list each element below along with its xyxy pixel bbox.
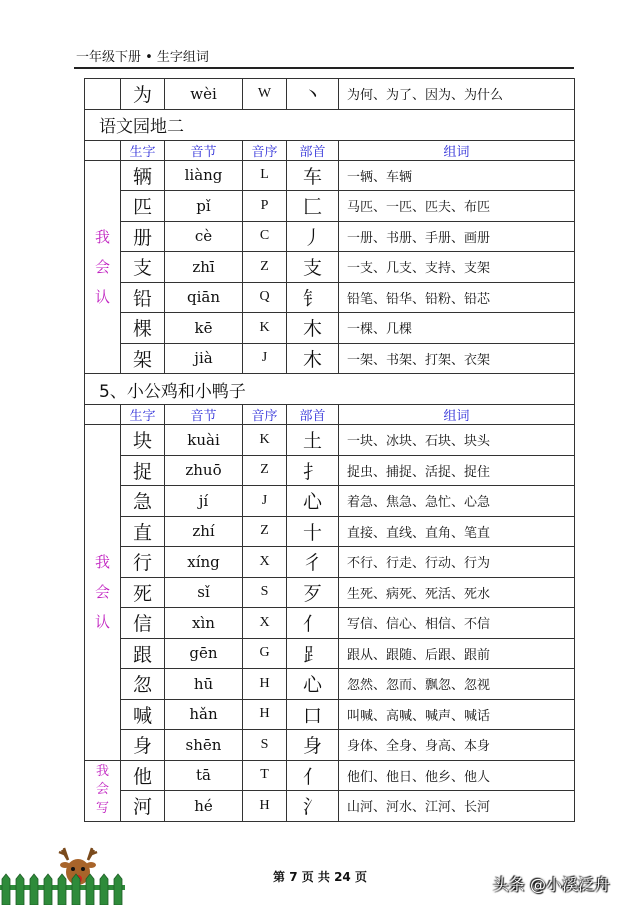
words-cell: 一块、冰块、石块、块头 [339,425,575,456]
empty-cell [85,79,121,110]
order-cell: S [243,730,287,761]
pinyin-cell: tā [165,760,243,791]
words-cell: 一棵、几棵 [339,313,575,344]
character-cell: 辆 [121,160,165,191]
order-cell: S [243,577,287,608]
words-cell: 生死、病死、死活、死水 [339,577,575,608]
character-cell: 河 [121,791,165,822]
radical-cell: 歹 [287,577,339,608]
column-header-pinyin: 音节 [165,405,243,425]
order-cell: G [243,638,287,669]
order-cell: P [243,191,287,222]
words-cell: 跟从、跟随、后跟、跟前 [339,638,575,669]
character-cell: 死 [121,577,165,608]
table-row [85,791,575,822]
column-header-row [85,140,575,160]
table-row [85,191,575,222]
pinyin-cell: jià [165,343,243,374]
pinyin-cell: sǐ [165,577,243,608]
order-cell: K [243,313,287,344]
character-cell: 棵 [121,313,165,344]
row-group-label [85,425,121,761]
empty-cell [85,405,121,425]
words-cell: 一架、书架、打架、衣架 [339,343,575,374]
radical-cell: 心 [287,669,339,700]
section-title: 5、小公鸡和小鸭子 [85,374,575,405]
table-row [85,516,575,547]
table-row [85,669,575,700]
character-cell: 跟 [121,638,165,669]
order-cell: X [243,608,287,639]
pinyin-cell: zhí [165,516,243,547]
pinyin-cell: hǎn [165,699,243,730]
section-title-row [85,109,575,140]
pinyin-cell: wèi [165,79,243,110]
character-cell: 铅 [121,282,165,313]
table-row [85,313,575,344]
table-row [85,486,575,517]
section-title-row [85,374,575,405]
column-header-char: 生字 [121,140,165,160]
row-group-label-char: 认 [94,613,110,632]
character-cell: 身 [121,730,165,761]
row-group-label [85,760,121,821]
watermark: 头条 @小溪泛舟 [492,875,610,894]
words-cell: 马匹、一匹、匹夫、布匹 [339,191,575,222]
table-row [85,638,575,669]
radical-cell: 土 [287,425,339,456]
order-cell: C [243,221,287,252]
radical-cell: 钅 [287,282,339,313]
page-number: 第 7 页 共 24 页 [273,870,367,884]
radical-cell: 扌 [287,455,339,486]
words-cell: 一辆、车辆 [339,160,575,191]
character-cell: 信 [121,608,165,639]
order-cell: H [243,791,287,822]
character-cell: 喊 [121,699,165,730]
words-cell: 捉虫、捕捉、活捉、捉住 [339,455,575,486]
character-cell: 行 [121,547,165,578]
table-row [85,760,575,791]
words-cell: 山河、河水、江河、长河 [339,791,575,822]
row-group-label-char: 认 [94,287,110,306]
row-group-label-char: 写 [95,800,109,816]
words-cell: 叫喊、高喊、喊声、喊话 [339,699,575,730]
order-cell: H [243,699,287,730]
table-row [85,160,575,191]
character-cell: 直 [121,516,165,547]
character-cell: 架 [121,343,165,374]
radical-cell: 氵 [287,791,339,822]
column-header-pinyin: 音节 [165,140,243,160]
column-header-char: 生字 [121,405,165,425]
pinyin-cell: zhī [165,252,243,283]
row-group-label-char: 会 [95,782,109,798]
pinyin-cell: pǐ [165,191,243,222]
words-cell: 一册、书册、手册、画册 [339,221,575,252]
radical-cell: 支 [287,252,339,283]
column-header-radical: 部首 [287,140,339,160]
radical-cell: ⻊ [287,638,339,669]
row-group-label-char: 我 [94,227,110,246]
radical-cell: 丶 [287,79,339,110]
radical-cell: 口 [287,699,339,730]
character-cell: 为 [121,79,165,110]
character-cell: 块 [121,425,165,456]
pinyin-cell: shēn [165,730,243,761]
pinyin-cell: cè [165,221,243,252]
empty-cell [85,140,121,160]
character-cell: 忽 [121,669,165,700]
table-row [85,699,575,730]
pinyin-cell: kuài [165,425,243,456]
words-cell: 直接、直线、直角、笔直 [339,516,575,547]
pinyin-cell: liàng [165,160,243,191]
table-row [85,425,575,456]
character-cell: 匹 [121,191,165,222]
pinyin-cell: jí [165,486,243,517]
table-row [85,252,575,283]
character-cell: 册 [121,221,165,252]
order-cell: Z [243,455,287,486]
radical-cell: 匚 [287,191,339,222]
table-row [85,547,575,578]
column-header-radical: 部首 [287,405,339,425]
column-header-words: 组词 [339,405,575,425]
character-cell: 他 [121,760,165,791]
table-row [85,221,575,252]
column-header-row [85,405,575,425]
character-cell: 支 [121,252,165,283]
order-cell: T [243,760,287,791]
pinyin-cell: zhuō [165,455,243,486]
words-cell: 为何、为了、因为、为什么 [339,79,575,110]
row-group-label-char: 我 [95,764,109,780]
order-cell: J [243,486,287,517]
radical-cell: 十 [287,516,339,547]
row-group-label-char: 我 [94,553,110,572]
order-cell: Z [243,252,287,283]
order-cell: L [243,160,287,191]
column-header-order: 音序 [243,405,287,425]
radical-cell: 心 [287,486,339,517]
words-cell: 写信、信心、相信、不信 [339,608,575,639]
order-cell: K [243,425,287,456]
table-row [85,343,575,374]
words-cell: 他们、他日、他乡、他人 [339,760,575,791]
pinyin-cell: hū [165,669,243,700]
row-group-label [85,160,121,374]
table-row [85,79,575,110]
radical-cell: 车 [287,160,339,191]
table-row [85,455,575,486]
pinyin-cell: kē [165,313,243,344]
radical-cell: 彳 [287,547,339,578]
order-cell: Q [243,282,287,313]
words-cell: 身体、全身、身高、本身 [339,730,575,761]
radical-cell: 亻 [287,760,339,791]
row-group-label-char: 会 [94,257,110,276]
table-row [85,577,575,608]
character-cell: 急 [121,486,165,517]
character-table [84,78,575,822]
radical-cell: 亻 [287,608,339,639]
pinyin-cell: qiān [165,282,243,313]
words-cell: 不行、行走、行动、行为 [339,547,575,578]
section-title: 语文园地二 [85,109,575,140]
table-row [85,730,575,761]
words-cell: 着急、焦急、急忙、心急 [339,486,575,517]
character-cell: 捉 [121,455,165,486]
radical-cell: 丿 [287,221,339,252]
order-cell: X [243,547,287,578]
order-cell: Z [243,516,287,547]
column-header-words: 组词 [339,140,575,160]
pinyin-cell: xìn [165,608,243,639]
header-divider [74,67,574,69]
pinyin-cell: gēn [165,638,243,669]
table-row [85,608,575,639]
radical-cell: 身 [287,730,339,761]
radical-cell: 木 [287,313,339,344]
order-cell: J [243,343,287,374]
column-header-order: 音序 [243,140,287,160]
order-cell: W [243,79,287,110]
pinyin-cell: hé [165,791,243,822]
radical-cell: 木 [287,343,339,374]
order-cell: H [243,669,287,700]
words-cell: 一支、几支、支持、支架 [339,252,575,283]
words-cell: 忽然、忽而、飘忽、忽视 [339,669,575,700]
row-group-label-char: 会 [94,583,110,602]
page-header-title: 一年级下册 • 生字组词 [76,50,209,65]
pinyin-cell: xíng [165,547,243,578]
words-cell: 铅笔、铅华、铅粉、铅芯 [339,282,575,313]
table-row [85,282,575,313]
